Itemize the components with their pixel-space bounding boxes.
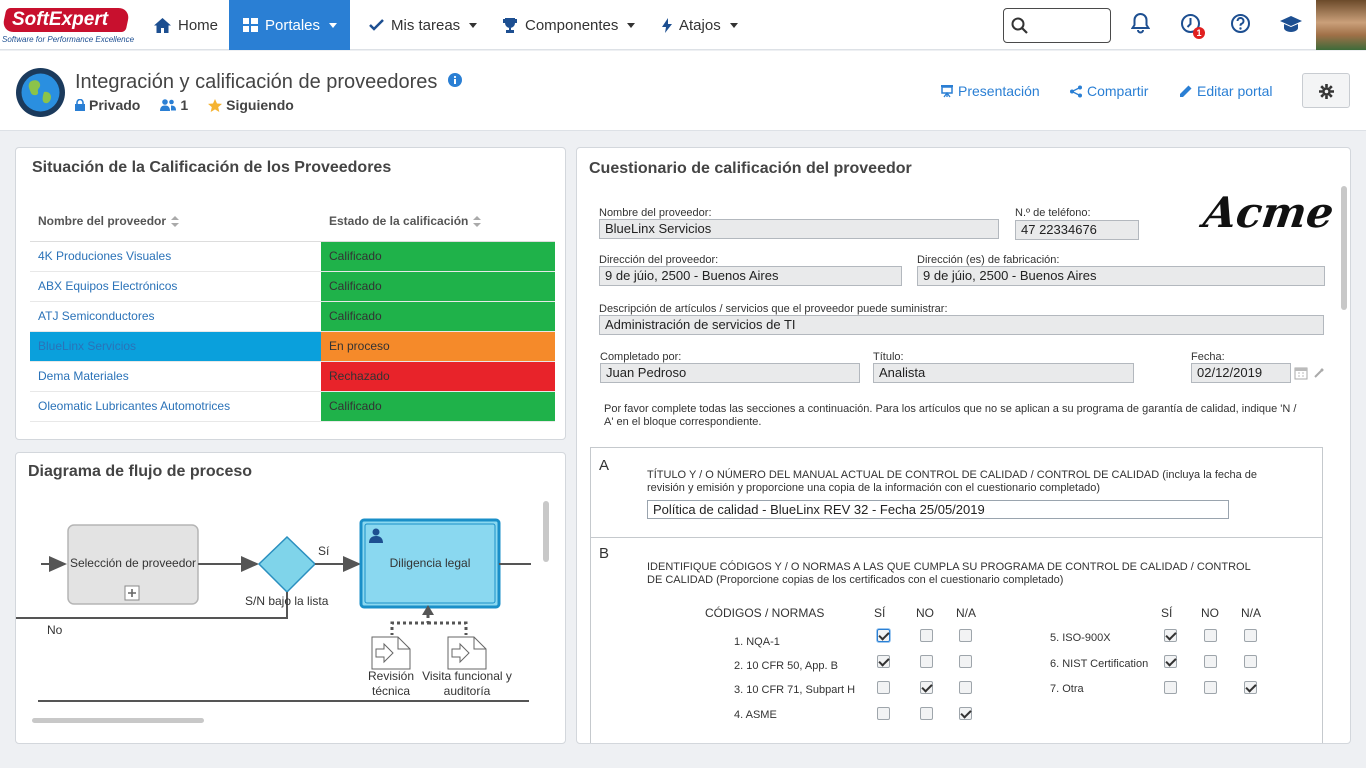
nav-atajos[interactable] [648, 0, 752, 50]
section-a-letter: A [599, 457, 610, 474]
status-cell: Calificado [321, 241, 555, 271]
acme-logo: Acme [1200, 188, 1337, 237]
process-flow-title: Diagrama de flujo de proceso [28, 463, 253, 480]
checkbox-si[interactable] [1164, 655, 1177, 668]
chevron-down-icon [329, 23, 337, 28]
supplier-name-label: Nombre del proveedor: [599, 207, 712, 219]
table-row[interactable] [30, 361, 555, 391]
flow-no-label: No [47, 623, 63, 637]
supplier-name[interactable]: BlueLinx Servicios [30, 331, 321, 361]
task-diligencia-label: Diligencia legal [389, 556, 471, 570]
checkbox-no[interactable] [1204, 655, 1217, 668]
following-indicator[interactable] [208, 97, 294, 113]
trophy-icon [502, 18, 518, 33]
home-icon [154, 18, 171, 33]
fab-address-field[interactable]: 9 de júio, 2500 - Buenos Aires [917, 266, 1325, 286]
date-field[interactable]: 02/12/2019 [1191, 363, 1291, 383]
members-count: 1 [180, 97, 189, 113]
na-col-header-right: N/A [1241, 606, 1262, 620]
section-b-text: IDENTIFIQUE CÓDIGOS Y / O NORMAS A LAS QUE CUMPLA SU PROGRAMA DE CONTROL DE CALIDAD / CONTROL DE CALIDAD (Proporcione copias de los certificados con el cuestionario completado) [647, 561, 1251, 586]
code-label: 6. NIST Certification [1050, 658, 1149, 670]
top-navbar [0, 0, 1366, 50]
fab-address-label: Dirección (es) de fabricación: [917, 254, 1060, 266]
clear-date-icon[interactable] [1312, 366, 1326, 380]
nav-componentes[interactable] [488, 0, 649, 50]
info-icon[interactable] [448, 73, 462, 87]
nav-atajos-label: Atajos [679, 16, 721, 34]
presentation-icon [941, 85, 953, 98]
section-a [590, 447, 1323, 537]
user-task-icon [373, 529, 380, 536]
supplier-name[interactable]: ABX Equipos Electrónicos [30, 271, 321, 301]
sort-icon [171, 216, 179, 227]
search-input[interactable] [1003, 8, 1111, 43]
supplier-status-panel [15, 147, 566, 440]
checkbox-na[interactable] [959, 655, 972, 668]
job-title-label: Título: [873, 351, 904, 363]
description-label: Descripción de artículos / servicios que el proveedor puede suministrar: [599, 303, 948, 315]
table-row[interactable] [30, 241, 555, 271]
nav-portales[interactable] [229, 0, 350, 50]
job-title-field[interactable]: Analista [873, 363, 1134, 383]
col-name-label: Nombre del proveedor [38, 213, 167, 228]
na-col-header: N/A [956, 606, 977, 620]
calendar-icon[interactable] [1294, 366, 1308, 380]
checkbox-si[interactable] [877, 629, 890, 642]
code-label: 5. ISO-900X [1050, 632, 1111, 644]
nav-home[interactable] [140, 0, 232, 50]
codes-col-header: CÓDIGOS / NORMAS [705, 606, 825, 620]
table-row[interactable] [30, 271, 555, 301]
checkbox-na[interactable] [959, 681, 972, 694]
supplier-name[interactable]: 4K Produciones Visuales [30, 241, 321, 271]
settings-button[interactable] [1302, 73, 1350, 108]
gear-icon [1319, 84, 1334, 99]
checkbox-no[interactable] [920, 629, 933, 642]
following-label: Siguiendo [226, 97, 294, 113]
pencil-icon [1179, 85, 1192, 98]
page-title-text: Integración y calificación de proveedores [75, 71, 438, 93]
globe-icon [16, 68, 65, 117]
yes-col-header-right: SÍ [1161, 606, 1173, 620]
checkbox-no[interactable] [920, 681, 933, 694]
presentation-label: Presentación [958, 83, 1040, 99]
completed-by-field[interactable]: Juan Pedroso [600, 363, 860, 383]
bolt-icon [662, 18, 672, 33]
association-lines [392, 615, 466, 635]
address-label: Dirección del proveedor: [599, 254, 719, 266]
presentation-button[interactable] [941, 83, 1040, 99]
description-field[interactable]: Administración de servicios de TI [599, 315, 1324, 335]
table-row[interactable] [30, 301, 555, 331]
sort-icon [473, 216, 481, 227]
search-icon [1011, 17, 1028, 34]
horizontal-scrollbar[interactable] [32, 718, 204, 723]
checkbox-si[interactable] [877, 655, 890, 668]
date-label: Fecha: [1191, 351, 1225, 363]
bell-icon[interactable] [1131, 13, 1150, 34]
tasks-badge: 1 [1193, 27, 1205, 39]
checkbox-si[interactable] [1164, 629, 1177, 642]
quality-manual-field[interactable]: Política de calidad - BlueLinx REV 32 - Fecha 25/05/2019 [647, 500, 1229, 519]
star-icon [208, 99, 222, 112]
code-label: 2. 10 CFR 50, App. B [734, 660, 838, 672]
softexpert-logo[interactable] [0, 6, 135, 46]
users-icon [160, 99, 176, 111]
chevron-down-icon [627, 23, 635, 28]
avatar[interactable] [1316, 0, 1366, 50]
status-cell: Rechazado [321, 361, 555, 391]
checkbox-na[interactable] [1244, 681, 1257, 694]
checkbox-no[interactable] [920, 707, 933, 720]
privacy-label: Privado [89, 97, 141, 113]
status-cell: Calificado [321, 301, 555, 331]
supplier-name[interactable]: Dema Materiales [30, 361, 321, 391]
section-b-letter: B [599, 545, 610, 562]
doc-revision-label: Revisión técnica [367, 669, 415, 698]
edit-portal-button[interactable] [1179, 83, 1272, 99]
checkbox-no[interactable] [1204, 681, 1217, 694]
col-header-status[interactable] [321, 201, 555, 241]
questionnaire-title: Cuestionario de calificación del proveedor [589, 160, 912, 177]
checkbox-no[interactable] [1204, 629, 1217, 642]
questionnaire-panel [576, 147, 1351, 744]
col-status-label: Estado de la calificación [329, 213, 469, 228]
chevron-down-icon [469, 23, 477, 28]
gateway-diamond[interactable] [259, 537, 315, 592]
dashboard-icon [243, 18, 258, 32]
nav-home-label: Home [178, 16, 219, 34]
nav-componentes-label: Componentes [525, 16, 619, 34]
task-seleccion-label: Selección de proveedor [69, 556, 197, 570]
nav-mis-tareas-label: Mis tareas [391, 16, 461, 34]
nav-mis-tareas[interactable] [355, 0, 491, 50]
checkbox-si[interactable] [877, 681, 890, 694]
members-indicator[interactable] [160, 97, 188, 113]
supplier-status-title: Situación de la Calificación de los Proveedores [32, 159, 392, 176]
instructions-text: Por favor complete todas las secciones a continuación. Para los artículos que no se aplican a su programa de garantía de calidad, indique 'N / A' en el bloque correspondiente. [604, 403, 1297, 428]
vertical-scrollbar[interactable] [1341, 186, 1347, 310]
lock-icon [75, 99, 85, 111]
status-cell: En proceso [321, 331, 555, 361]
status-cell: Calificado [321, 391, 555, 421]
supplier-name[interactable]: ATJ Semiconductores [30, 301, 321, 331]
checkbox-na[interactable] [1244, 629, 1257, 642]
address-field[interactable]: 9 de júio, 2500 - Buenos Aires [599, 266, 902, 286]
phone-label: N.º de teléfono: [1015, 207, 1091, 219]
logo-tagline: Software for Performance Excellence [2, 35, 135, 44]
help-icon[interactable] [1230, 13, 1251, 34]
logo-text: SoftExpert [12, 9, 109, 30]
code-label: 7. Otra [1050, 683, 1084, 695]
section-b [590, 537, 1323, 744]
no-col-header: NO [916, 606, 934, 620]
share-icon [1070, 85, 1082, 98]
checkbox-na[interactable] [959, 707, 972, 720]
share-button[interactable] [1070, 83, 1148, 99]
check-icon [369, 19, 384, 31]
code-label: 3. 10 CFR 71, Subpart H [734, 684, 856, 696]
checkbox-si[interactable] [877, 707, 890, 720]
col-header-name[interactable] [30, 201, 321, 241]
vertical-scrollbar[interactable] [543, 501, 549, 562]
share-label: Compartir [1087, 83, 1149, 99]
chevron-down-icon [730, 23, 738, 28]
phone-field[interactable]: 47 22334676 [1015, 220, 1139, 240]
process-flow-panel [15, 452, 566, 744]
table-row-selected[interactable] [30, 331, 555, 361]
code-label: 4. ASME [734, 709, 777, 721]
yes-col-header: SÍ [874, 606, 886, 620]
privacy-indicator [75, 97, 140, 113]
no-col-header-right: NO [1201, 606, 1219, 620]
supplier-name-field[interactable]: BlueLinx Servicios [599, 219, 999, 239]
checkbox-na[interactable] [959, 629, 972, 642]
status-cell: Calificado [321, 271, 555, 301]
graduation-cap-icon[interactable] [1280, 16, 1302, 33]
completed-by-label: Completado por: [600, 351, 682, 363]
supplier-status-table [30, 201, 555, 422]
checkbox-si[interactable] [1164, 681, 1177, 694]
gateway-label: S/N bajo la lista [245, 594, 329, 608]
supplier-name[interactable]: Oleomatic Lubricantes Automotrices [30, 391, 321, 421]
section-a-text: TÍTULO Y / O NÚMERO DEL MANUAL ACTUAL DE CONTROL DE CALIDAD / CONTROL DE CALIDAD (incluya la fecha de revisión y emisión y proporcione una copia de la información con el cuestionario completado) [647, 469, 1258, 494]
table-row[interactable] [30, 391, 555, 421]
portal-header [0, 51, 1366, 131]
flow-yes-label: Sí [318, 544, 330, 558]
doc-visita-label: Visita funcional y auditoría [422, 669, 512, 698]
portal-meta [75, 97, 294, 113]
code-label: 1. NQA-1 [734, 636, 780, 648]
nav-portales-label: Portales [265, 16, 321, 34]
edit-portal-label: Editar portal [1197, 83, 1273, 99]
checkbox-na[interactable] [1244, 655, 1257, 668]
page-title [75, 71, 462, 94]
checkbox-no[interactable] [920, 655, 933, 668]
